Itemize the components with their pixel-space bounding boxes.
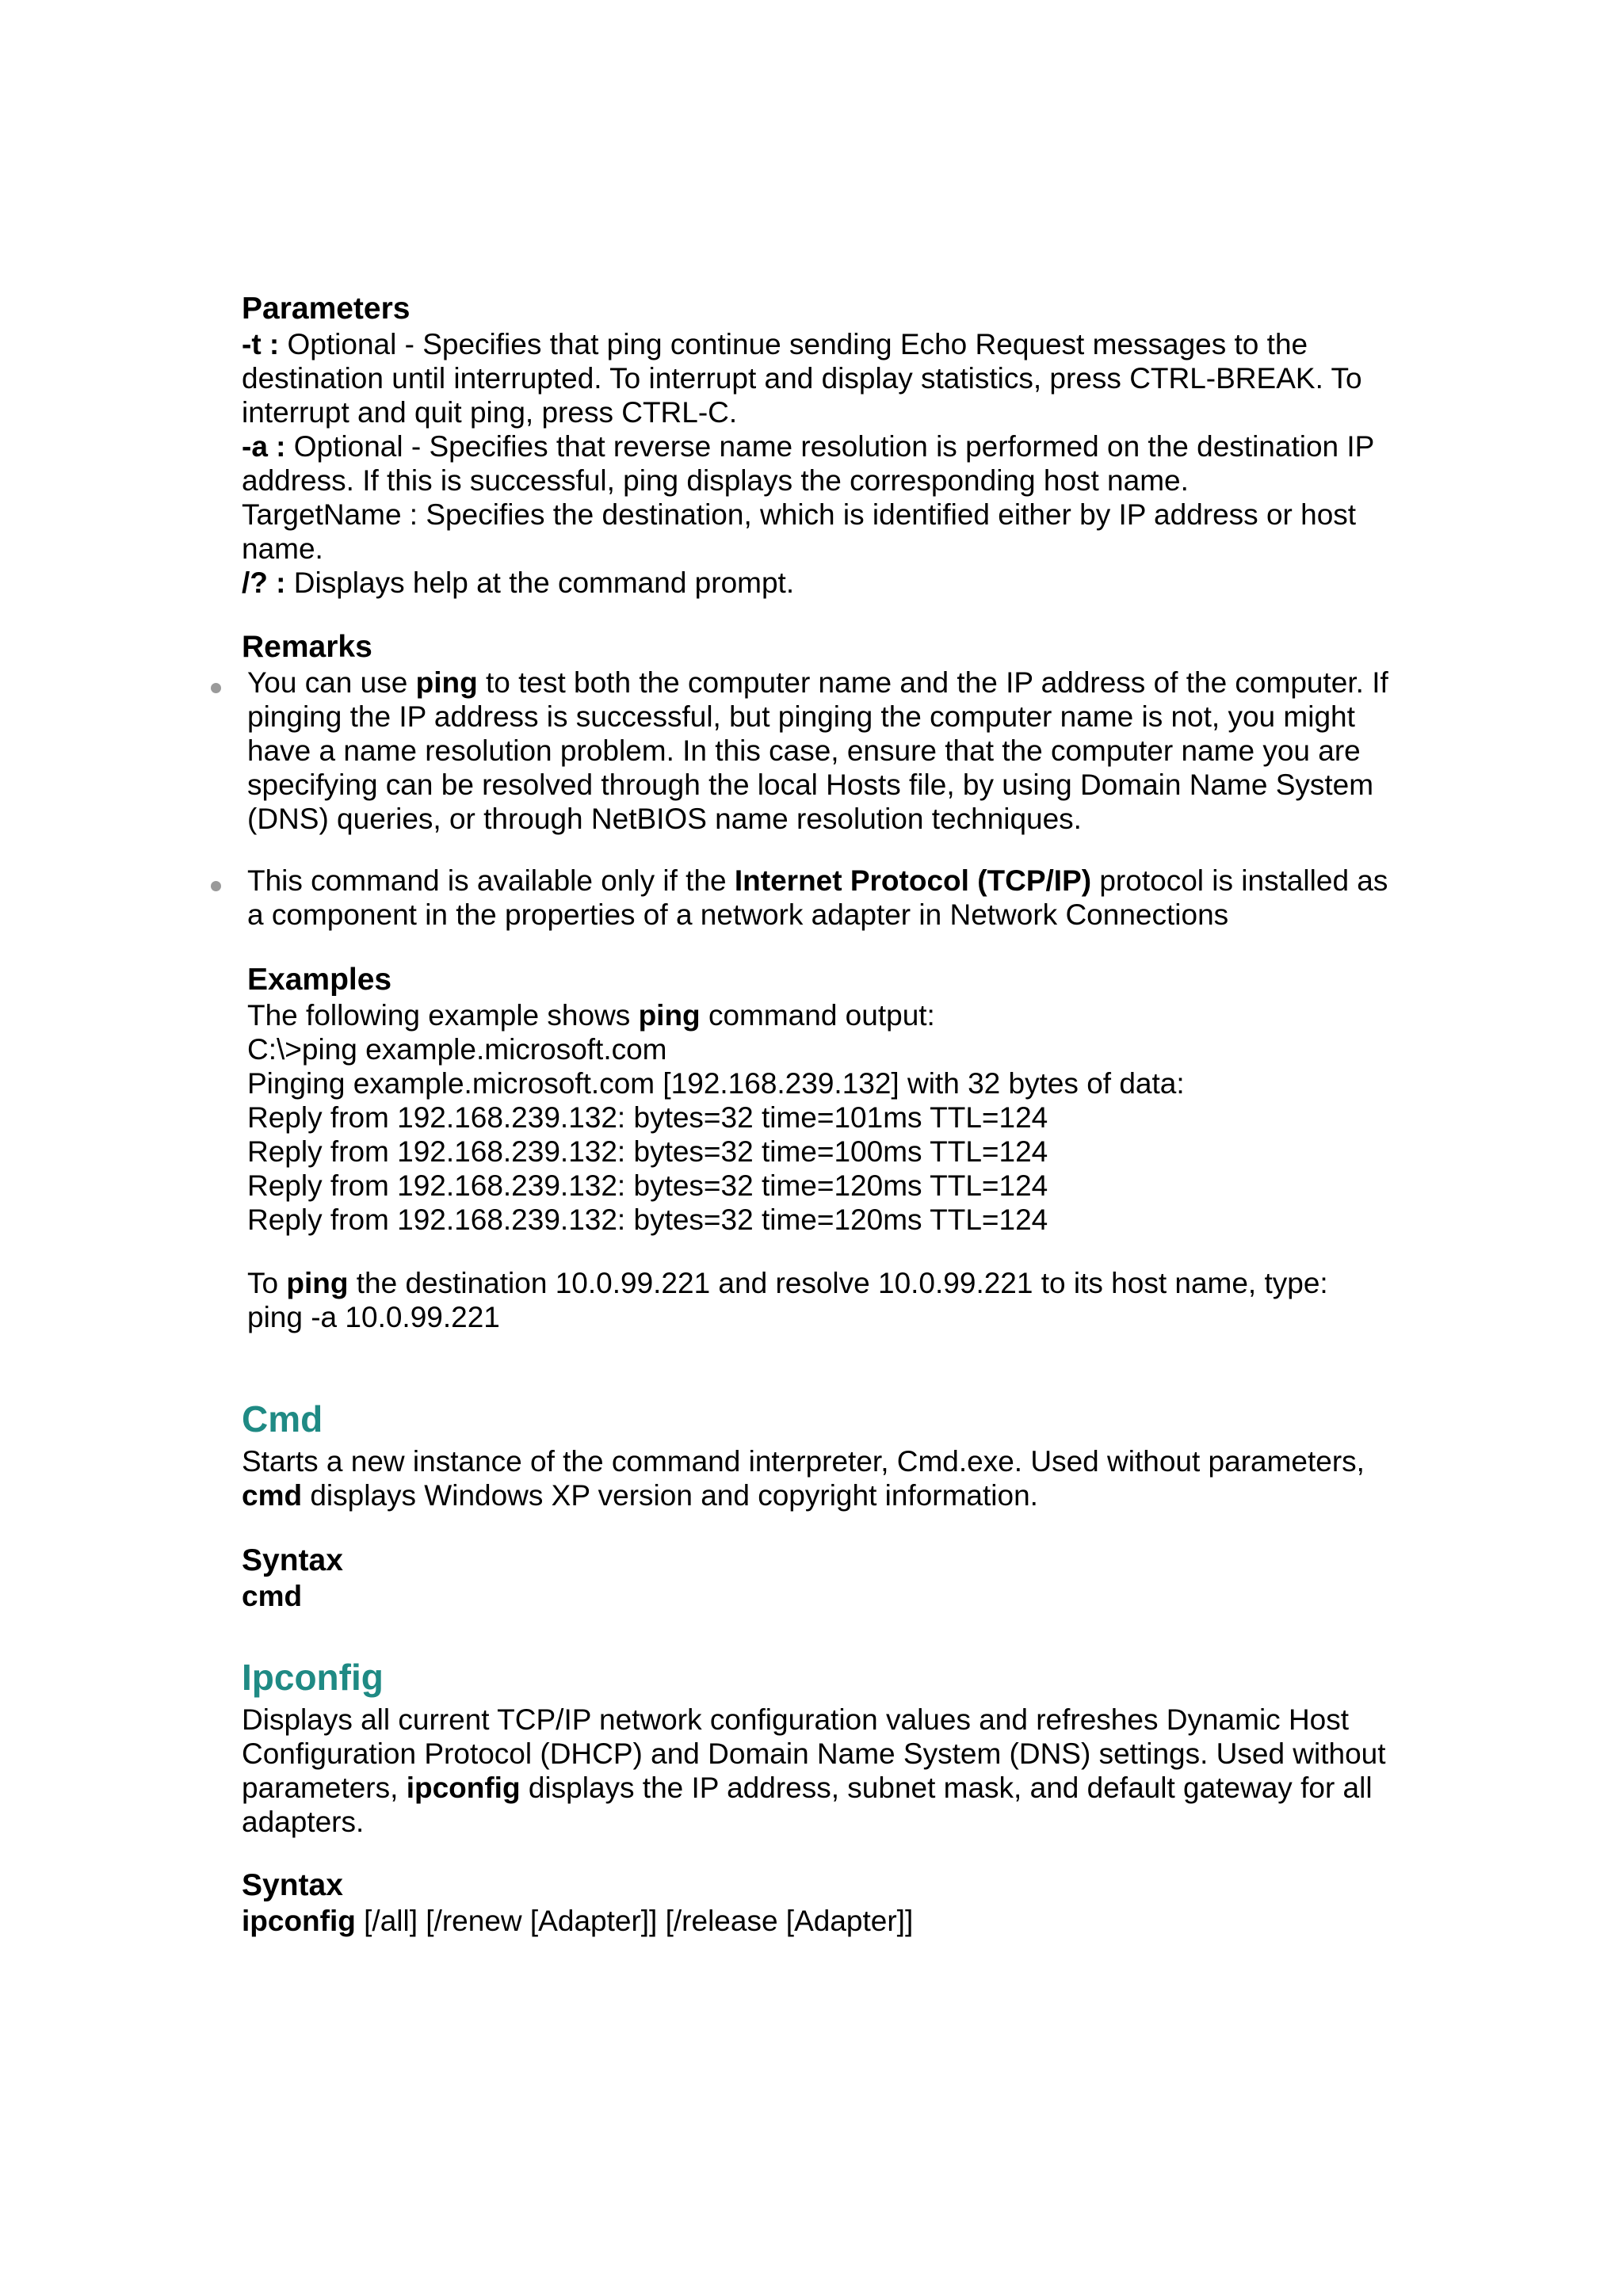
ipconfig-desc-line-2: Configuration Protocol (DHCP) and Domain Name System (DNS) settings. Used without bbox=[242, 1737, 1386, 1770]
cmd-description bbox=[242, 1444, 1365, 1512]
param-t-line-3: interrupt and quit ping, press CTRL-C. bbox=[242, 396, 738, 429]
examples-resolve bbox=[247, 1266, 1328, 1334]
ipconfig-title: Ipconfig bbox=[242, 1657, 384, 1698]
examples-heading: Examples bbox=[247, 963, 392, 997]
remark-1-line-3: have a name resolution problem. In this case, ensure that the computer name you are bbox=[247, 734, 1361, 767]
remark-2-line-2: a component in the properties of a network adapter in Network Connections bbox=[247, 898, 1229, 931]
parameters-body bbox=[242, 327, 1374, 600]
resolve-line-1: To ping the destination 10.0.99.221 and resolve 10.0.99.221 to its host name, type: bbox=[247, 1267, 1328, 1299]
remark-item-2 bbox=[247, 864, 1388, 932]
remark-2-line-1: This command is available only if the Internet Protocol (TCP/IP) protocol is installed as bbox=[247, 864, 1388, 897]
example-command: C:\>ping example.microsoft.com bbox=[247, 1033, 667, 1066]
bullet-icon bbox=[211, 881, 221, 891]
remark-1-line-2: pinging the IP address is successful, but pinging the computer name is not, you might bbox=[247, 700, 1355, 733]
param-t-line-1: -t : Optional - Specifies that ping continue sending Echo Request messages to the bbox=[242, 328, 1308, 360]
ipconfig-desc-line-3: parameters, ipconfig displays the IP address, subnet mask, and default gateway for all bbox=[242, 1772, 1373, 1804]
example-reply-2: Reply from 192.168.239.132: bytes=32 time=100ms TTL=124 bbox=[247, 1135, 1048, 1168]
remark-1-line-4: specifying can be resolved through the local Hosts file, by using Domain Name System bbox=[247, 769, 1374, 801]
ipconfig-syntax: ipconfig [/all] [/renew [Adapter]] [/release [Adapter]] bbox=[242, 1905, 914, 1937]
remark-1-line-1: You can use ping to test both the computer name and the IP address of the computer. If bbox=[247, 666, 1388, 699]
cmd-desc-line-1: Starts a new instance of the command interpreter, Cmd.exe. Used without parameters, bbox=[242, 1445, 1365, 1478]
remark-1-line-5: (DNS) queries, or through NetBIOS name resolution techniques. bbox=[247, 803, 1082, 835]
ipconfig-description bbox=[242, 1703, 1386, 1839]
parameters-heading: Parameters bbox=[242, 292, 411, 326]
example-reply-1: Reply from 192.168.239.132: bytes=32 time=101ms TTL=124 bbox=[247, 1101, 1048, 1134]
param-help-line: /? : Displays help at the command prompt. bbox=[242, 566, 795, 599]
example-pinging: Pinging example.microsoft.com [192.168.239.132] with 32 bytes of data: bbox=[247, 1067, 1185, 1100]
ipconfig-desc-line-4: adapters. bbox=[242, 1806, 365, 1838]
cmd-title: Cmd bbox=[242, 1398, 323, 1440]
cmd-syntax-heading: Syntax bbox=[242, 1543, 343, 1577]
param-target-line-1: TargetName : Specifies the destination, which is identified either by IP address or host bbox=[242, 498, 1357, 531]
examples-intro: The following example shows ping command output: bbox=[247, 999, 935, 1032]
cmd-syntax: cmd bbox=[242, 1580, 303, 1612]
param-a-line-2: address. If this is successful, ping displays the corresponding host name. bbox=[242, 464, 1189, 497]
ipconfig-desc-line-1: Displays all current TCP/IP network configuration values and refreshes Dynamic Host bbox=[242, 1703, 1350, 1736]
bullet-icon bbox=[211, 683, 221, 693]
examples-body bbox=[247, 998, 1185, 1237]
param-t-line-2: destination until interrupted. To interrupt and display statistics, press CTRL-BREAK. To bbox=[242, 362, 1362, 395]
param-a-line-1: -a : Optional - Specifies that reverse name resolution is performed on the destination IP bbox=[242, 430, 1375, 463]
ipconfig-syntax-heading: Syntax bbox=[242, 1868, 343, 1902]
example-reply-4: Reply from 192.168.239.132: bytes=32 time=120ms TTL=124 bbox=[247, 1203, 1048, 1236]
resolve-command: ping -a 10.0.99.221 bbox=[247, 1301, 500, 1333]
param-target-line-2: name. bbox=[242, 532, 323, 565]
example-reply-3: Reply from 192.168.239.132: bytes=32 time=120ms TTL=124 bbox=[247, 1169, 1048, 1202]
cmd-desc-line-2: cmd displays Windows XP version and copyright information. bbox=[242, 1479, 1038, 1512]
remark-item-1 bbox=[247, 666, 1388, 836]
remarks-heading: Remarks bbox=[242, 630, 372, 664]
